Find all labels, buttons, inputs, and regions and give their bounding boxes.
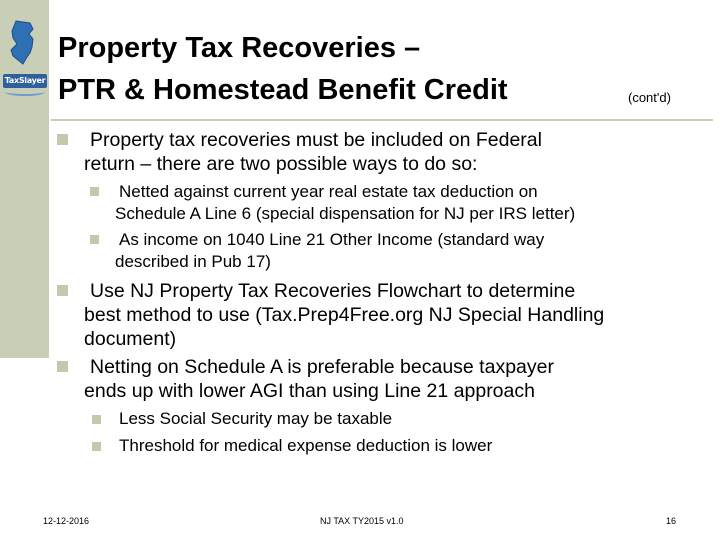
bullet-square-icon bbox=[57, 134, 68, 145]
list-item: Less Social Security may be taxable bbox=[119, 409, 393, 428]
continued-note: (cont'd) bbox=[628, 90, 671, 105]
logo-wordmark: TaxSlayer bbox=[3, 74, 47, 88]
bullet-square-icon bbox=[57, 285, 68, 296]
bullet-square-icon bbox=[57, 361, 68, 372]
logo-swoosh bbox=[5, 88, 45, 96]
title-divider bbox=[51, 119, 713, 121]
bullet-square-icon bbox=[90, 187, 99, 196]
list-item: As income on 1040 Line 21 Other Income (standard way described in Pub 17) bbox=[115, 230, 545, 271]
list-item: Threshold for medical expense deduction is lower bbox=[119, 436, 493, 455]
bullet-square-icon bbox=[90, 235, 99, 244]
bullet-square-icon bbox=[92, 415, 101, 424]
new-jersey-map-icon bbox=[8, 20, 36, 66]
footer-center-text: NJ TAX TY2015 v1.0 bbox=[320, 516, 404, 526]
title-line-2: PTR & Homestead Benefit Credit bbox=[58, 74, 508, 106]
page-number: 16 bbox=[666, 516, 677, 526]
bullet-square-icon bbox=[92, 442, 101, 451]
list-item: Property tax recoveries must be included on Federal return – there are two possible ways to do so: bbox=[84, 129, 542, 175]
taxslayer-logo bbox=[1, 74, 48, 94]
footer-date: 12-12-2016 bbox=[43, 516, 90, 526]
list-item: Netting on Schedule A is preferable because taxpayer ends up with lower AGI than using Line 21 approach bbox=[84, 356, 554, 402]
title-line-1: Property Tax Recoveries – bbox=[58, 32, 421, 64]
list-item: Use NJ Property Tax Recoveries Flowchart to determine best method to use (Tax.Prep4Free.org NJ Special Handling document) bbox=[84, 280, 605, 350]
slide-title bbox=[58, 27, 618, 111]
list-item: Netted against current year real estate tax deduction on Schedule A Line 6 (special dispensation for NJ per IRS letter) bbox=[115, 182, 576, 223]
